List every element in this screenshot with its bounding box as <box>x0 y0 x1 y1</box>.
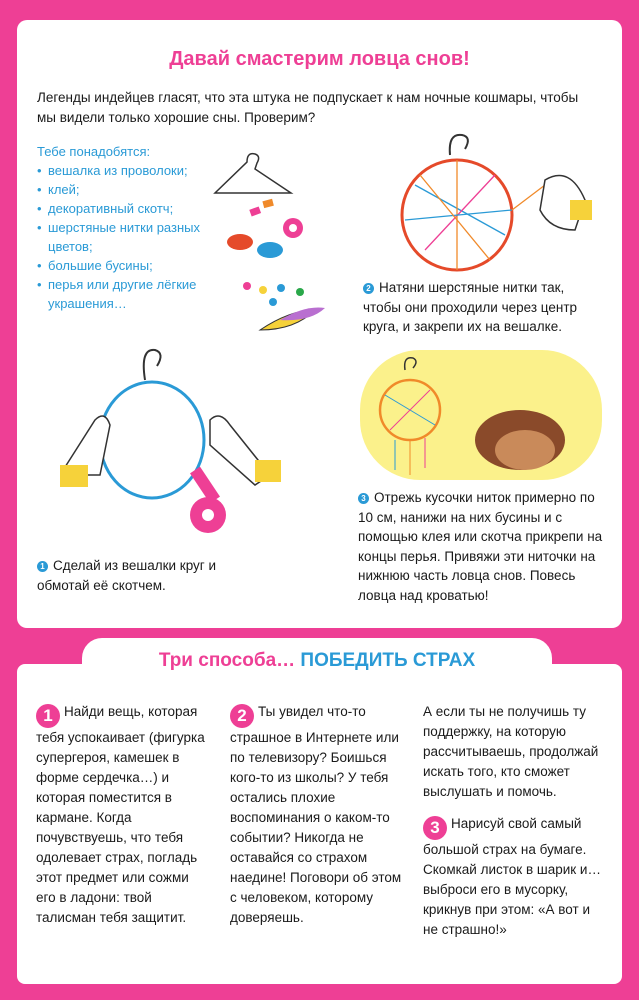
material-item: • вешалка из проволоки; <box>37 161 237 180</box>
tip-1 <box>36 702 212 928</box>
step-text: Отрежь кусочки ниток примерно по 10 см, нанижи на них бусины и с помощью клея или скотча прикрепи на концы перья. Привяжи эти ниточки на нижнюю часть ловца снов. Повесь ловца над кроватью! <box>358 490 603 603</box>
material-item: • шерстяные нитки разных цветов; <box>37 218 237 256</box>
material-item: • большие бусины; <box>37 256 237 275</box>
materials-title: Тебе понадобятся: <box>37 144 151 159</box>
tip-text: Ты увидел что-то страшное в Интернете или по телевизору? Боишься кого-то из школы? У тебя остались плохие воспоминания о каком-то событии? Никогда не оставайся со страхом наедине! Поговори об этом с человеком, которому доверяешь. <box>230 704 402 925</box>
step-text: Натяни шерстяные нитки так, чтобы они проходили через центр круга, и закрепи их на вешалке. <box>363 280 578 334</box>
section-title <box>82 650 552 672</box>
material-item: • декоративный скотч; <box>37 199 237 218</box>
tip-2 <box>230 702 410 928</box>
tip-number: 3 <box>423 816 447 840</box>
step-3 <box>358 488 608 605</box>
materials-illustration <box>205 140 345 340</box>
step-2 <box>363 278 603 337</box>
hoop-tape-illustration <box>60 340 290 540</box>
tip-number: 1 <box>36 704 60 728</box>
tip-text: Найди вещь, которая тебя успокаивает (фигурка супергероя, камешек в форме сердечка…) и которая поместится в кармане. Когда почувствуешь, что тебя одолевает страх, погладь этот предмет или сожми его в ладони: твой талисман тебя защитит. <box>36 704 205 925</box>
step-number: 1 <box>37 561 48 572</box>
sleeping-child-illustration <box>360 350 602 480</box>
step-number: 2 <box>363 283 374 294</box>
step-text: Сделай из вешалки круг и обмотай её скотчем. <box>37 558 217 593</box>
material-item: • перья или другие лёгкие украшения… <box>37 275 237 313</box>
section-title-highlight: ПОБЕДИТЬ СТРАХ <box>300 650 476 671</box>
dreamcatcher-hoop-illustration <box>395 125 595 275</box>
page-title: Давай смастерим ловца снов! <box>169 48 470 70</box>
tip-3 <box>423 814 603 940</box>
step-1 <box>37 556 237 595</box>
step-number: 3 <box>358 493 369 504</box>
intro-text: Легенды индейцев гласят, что эта штука не подпускает к нам ночные кошмары, чтобы мы видели только хорошие сны. Проверим? <box>37 90 579 125</box>
tip-2-continued <box>423 702 603 802</box>
tip-number: 2 <box>230 704 254 728</box>
tip-text: Нарисуй свой самый большой страх на бумаге. Скомкай листок в шарик и… выброси его в мусорку, крикнув при этом: «А вот и не страшно!» <box>423 816 601 937</box>
section-title-prefix: Три способа… <box>158 650 296 671</box>
material-item: • клей; <box>37 180 237 199</box>
tip-text: А если ты не получишь ту поддержку, на которую рассчитываешь, продолжай искать того, кто сможет выслушать и помочь. <box>423 704 599 799</box>
